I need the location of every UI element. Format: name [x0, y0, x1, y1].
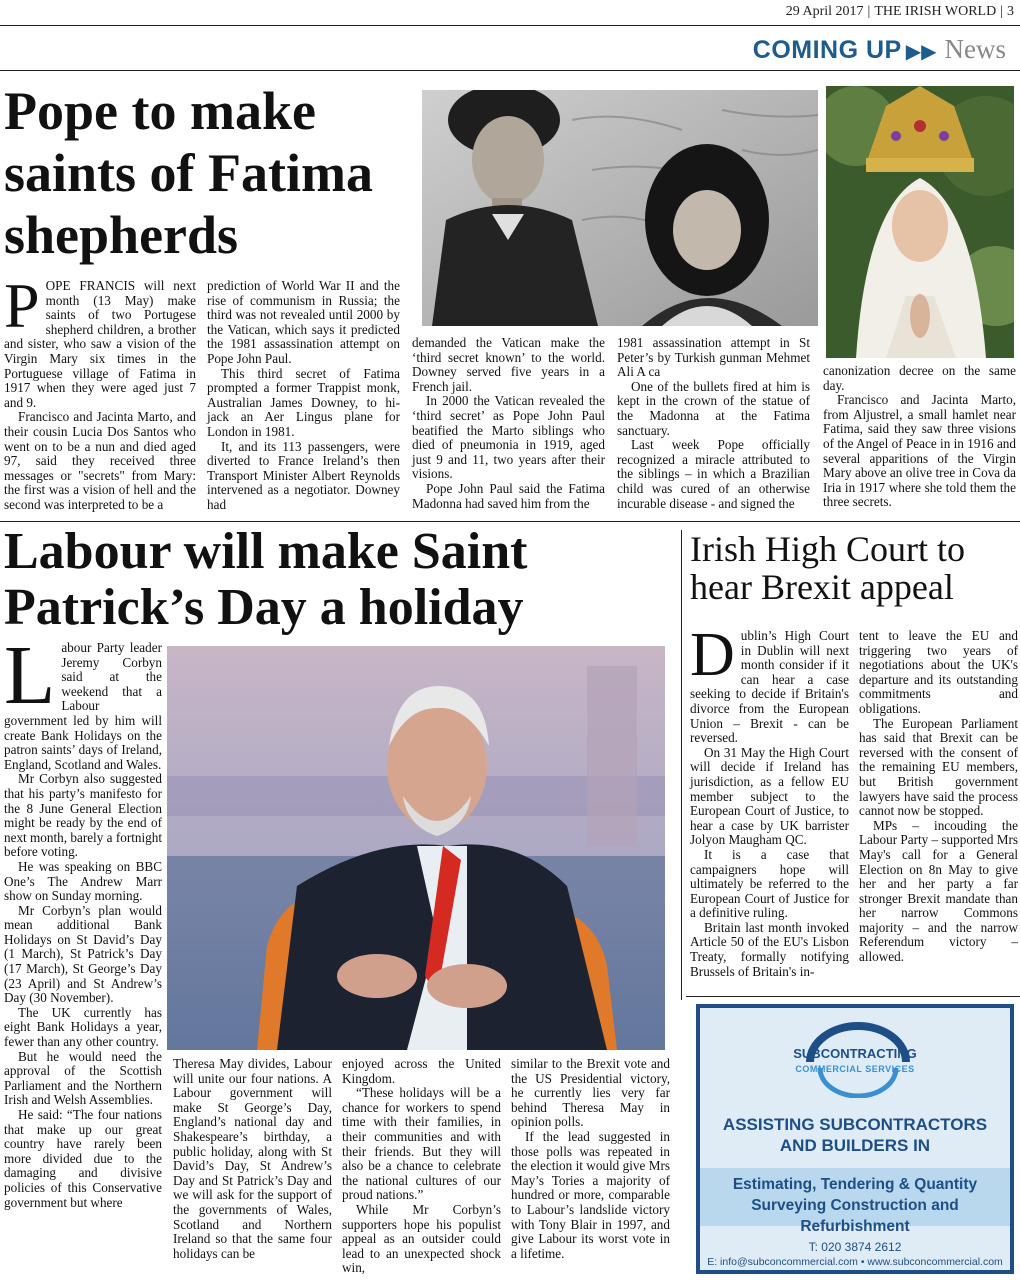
story3-headline: Irish High Court to hear Brexit appeal: [690, 529, 965, 607]
ad-contact: E: info@subconcommercial.com • www.subconcommercial.com: [707, 1256, 1003, 1268]
shepherd-children-photo: [422, 90, 818, 326]
section-name: News: [944, 34, 1006, 64]
section-rule: [0, 70, 1020, 71]
ad-brand: SUBCONTRACTING: [793, 1046, 917, 1061]
publication-name: THE IRISH WORLD: [874, 4, 997, 19]
ad-rule: [686, 996, 1020, 997]
page-header: 29 April 2017 | THE IRISH WORLD | 3: [785, 4, 1014, 19]
section-banner: [753, 34, 1006, 65]
page-number: 3: [1007, 4, 1014, 19]
story2-column-4: similar to the Brexit vote and the US Presidential victory, he currently lies very far behind Theresa May in opinion polls. If the lead suggested in those polls was repeated in the election it would give Mrs May’s Tories a majority of hundred or more, comparable to Labour’s landslide victory with Tony Blair in 1997, and give Labour its worst vote in a lifetime.: [511, 1056, 670, 1261]
story1-column-3: demanded the Vatican make the ‘third secret known’ to the world. Downey served five years in a French jail. In 2000 the Vatican revealed the ‘third secret’ as Pope John Paul beatified the Marto siblings who died of pneumonia in 1919, aged just 9 and 11, two years after their visions. Pope John Paul said the Fatima Madonna had saved him from the: [412, 335, 605, 511]
ad-brand-sub: COMMERCIAL SERVICES: [795, 1064, 915, 1074]
story3-column-1: Dublin’s High Court in Dublin will next month consider if it can hear a case seeking to decide if Britain's divorce from the European Union – Brexit - can be reversed. On 31 May the High Court will decide if Ireland has jurisdiction, as a fellow EU member subject to the European Court of Justice, to hear a case by UK barrister Jolyon Maugham QC. It is a case that campaigners hope will ultimately be referred to the European Court of Justice for a definitive ruling. Britain last month invoked Article 50 of the EU's Lisbon Treaty, formally notifying Brussels of Britain's in-: [690, 621, 849, 979]
story3-column-2: tent to leave the EU and triggering two years of negotiations about the UK's departure and its outstanding commitments and obligations. The European Parliament has said that Brexit can be reversed with the consent of the remaining EU members, but British government lawyers have said the process cannot now be stopped. MPs – incouding the Labour Party – supported Mrs May's call for a General Election on 8n May to give her and her party a far stronger Brexit mandate than her narrow Commons majority – and the narrow Referendum victory – allowed.: [859, 628, 1018, 965]
ad-heading: ASSISTING SUBCONTRACTORS AND BUILDERS IN: [722, 1115, 988, 1155]
issue-date: 29 April 2017: [785, 4, 864, 19]
ad-telephone: T: 020 3874 2612: [808, 1240, 902, 1254]
header-rule: [0, 25, 1020, 26]
story2-column-2: Theresa May divides, Labour will unite our four nations. A Labour government will make St George’s Day, England’s national day and Shakespeare’s birthday, a public holiday, along with St David’s Day, St Andrew’s Day and St Patrick’s Day and we will ask for the support of the governments of Wales, Scotland and Northern Ireland so that the same four holidays can be: [173, 1056, 332, 1261]
story1-drop-cap: P: [4, 270, 40, 341]
story1-headline: Pope to make saints of Fatima shepherds: [4, 81, 373, 265]
story2-column-3: enjoyed across the United Kingdom. “These holidays will be a chance for workers to spend time with their families, in their communities and with their friends. But they will also be a chance to celebrate the national cultures of our proud nations.” While Mr Corbyn’s supporters hope his populist appeal as an outsider could lead to an unexpected shock win,: [342, 1056, 501, 1276]
story2-headline: Labour will make Saint Patrick’s Day a holiday: [4, 523, 528, 636]
story2-column-1: Labour Party leader Jeremy Corbyn said at the weekend that a Labour government led by him will create Bank Holidays on the patron saints’ days of Ireland, England, Scotland and Wales. Mr Corbyn also suggested that his party’s manifesto for the 8 June General Election might be ready by the end of next month, barely a fortnight before voting. He was speaking on BBC One’s The Andrew Marr show on Sunday morning. Mr Corbyn’s plan would mean additional Bank Holidays on St David’s Day (1 March), St Patrick’s Day (17 March), St George’s Day (23 April) and St Andrew’s Day (30 November). The UK currently has eight Bank Holidays a year, fewer than any other country. But he would need the approval of the Scottish Parliament and the Northern Irish and Welsh Assemblies. He said: “The four nations that make up our great country have rarely been more divided due to the damaging and divisive policies of this Conservative government but where: [4, 629, 162, 1210]
story3-drop-cap: D: [690, 621, 735, 689]
corbyn-photo: [167, 646, 665, 1050]
column-divider: [681, 530, 682, 1000]
ad-services: Estimating, Tendering & Quantity Surveying Construction and Refurbishment: [700, 1168, 1010, 1226]
story2-drop-cap: L: [4, 629, 56, 722]
story-divider: [0, 521, 1020, 522]
subcontracting-advert: [696, 1004, 1014, 1274]
story1-column-1: POPE FRANCIS will next month (13 May) make saints of two Portugese shepherd children, a brother and sister, who saw a vision of the Virgin Mary six times in the Portuguese village of Fatima in 1917 when they were aged just 7 and 9. Francisco and Jacinta Marto, and their cousin Lucia Dos Santos who went on to be a nun and died aged 97, said they received three messages or "secrets" from Mary: the first was a vision of hell and the second was interpreted to be a: [4, 270, 196, 512]
coming-up-label: COMING UP: [752, 36, 902, 64]
fatima-statue-photo: [826, 86, 1014, 358]
story1-column-5: canonization decree on the same day. Francisco and Jacinta Marto, from Aljustrel, a small hamlet near Fatima, said they saw three visions of the Angel of Peace in in 1916 and several apparitions of the Virgin Mary above an olive tree in Cova da Iria in 1917 where she told them the three secrets.: [823, 363, 1016, 510]
story1-lead-caps: OPE FRANCIS: [45, 278, 136, 293]
story1-column-2: prediction of World War II and the rise of communism in Russia; the third was not revealed until 2000 by the Vatican, which says it predicted the 1981 assassination attempt on Pope John Paul. This third secret of Fatima prompted a former Trappist monk, Australian James Downey, to hi-jack an Aer Lingus plane for London in 1981. It, and its 113 passengers, were diverted to France Ireland’s then Transport Minister Albert Reynolds intervened as a negotiator. Downey had: [207, 278, 400, 512]
double-arrow-icon: ▶▶: [905, 41, 937, 63]
story1-column-4: 1981 assassination attempt in St Peter’s by Turkish gunman Mehmet Ali A ca One of the bullets fired at him is kept in the crown of the statue of the Madonna at the Fatima sanctuary. Last week Pope officially recognized a miracle attributed to the siblings – in which a Brazilian child was cured of an otherwise incurable disease - and signed the: [617, 335, 810, 511]
